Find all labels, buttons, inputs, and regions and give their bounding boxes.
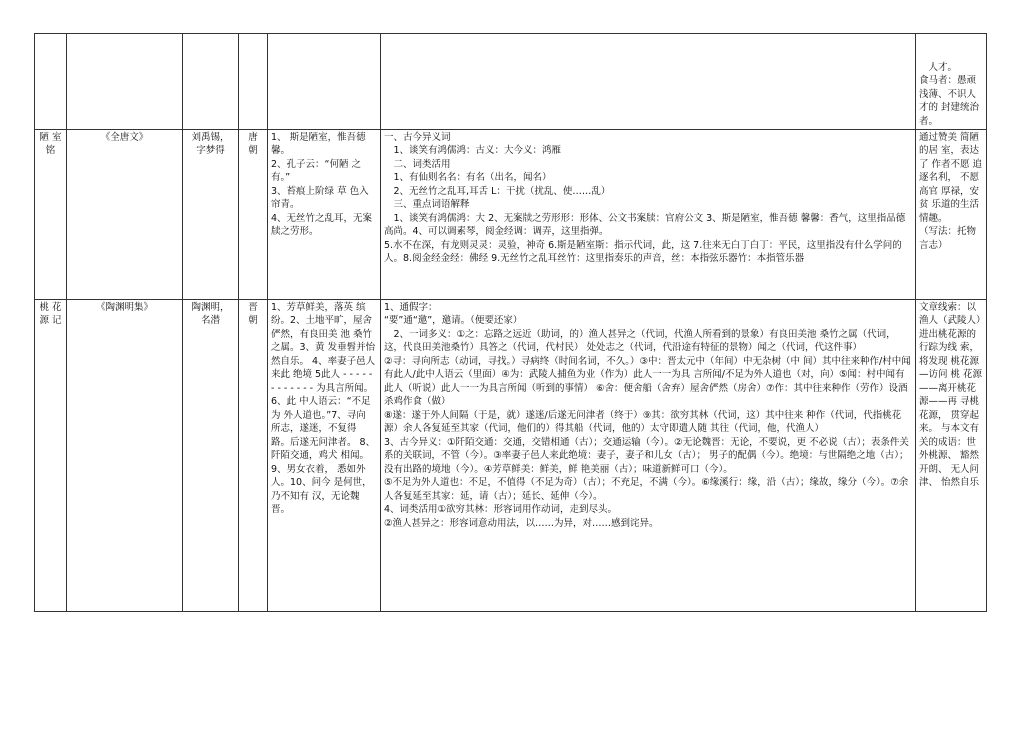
- literature-table: [34, 33, 987, 612]
- author-cell: 刘禹锡， 字梦得: [183, 130, 239, 300]
- notes-cell: [381, 34, 916, 130]
- source-cell: 《全唐文》: [67, 130, 183, 300]
- title-cell: [35, 34, 67, 130]
- author-cell: [183, 34, 239, 130]
- author-cell: 陶渊明， 名潜: [183, 300, 239, 612]
- source-cell: 《陶渊明集》: [67, 300, 183, 612]
- dynasty-cell: 唐 朝: [239, 130, 268, 300]
- title-cell: 桃 花 源 记: [35, 300, 67, 612]
- theme-cell: 通过赞美 简陋的居 室，表达了 作者不愿 追逐名利， 不愿高官 厚禄，安 贫 乐道的生活情趣。 （写法：托物言志）: [916, 130, 987, 300]
- table-row: [35, 300, 987, 612]
- dynasty-cell: 晋 朝: [239, 300, 268, 612]
- title-cell: 陋 室 铭: [35, 130, 67, 300]
- theme-cell: 文章线索：以渔人（武陵人）进出桃花源的 行踪为线 索，将发现 桃花源 —访问 桃 花源——离开桃花 源——再 寻桃花源， 贯穿起来。 与本文有 关的成语：世外桃源、 豁然开朗、 无人问津、 怡然自乐: [916, 300, 987, 612]
- theme-cell: 人才。 食马者：愚顽浅薄、不识人才的 封建统治 者。: [916, 34, 987, 130]
- sentences-cell: 1、芳草鲜美，落英 缤纷。2、土地平旷，屋舍俨然，有良田美 池 桑竹之属。3、黄 发垂髫并怡然自乐。 4、率妻子邑人来此 绝境 5此人 - - - - - - - - - - - - 为具言所闻。6、此 中人语云：“不足为 外人道也。”7、寻向 所志，遂迷，不复得 路。后遂无问津者。 8、阡陌交通，鸡犬 相闻。9、男女衣着， 悉如外人。10、问今 是何世，乃不知有 汉，无论魏晋。: [268, 300, 381, 612]
- table-row: [35, 34, 987, 130]
- source-cell: [67, 34, 183, 130]
- sentences-cell: [268, 34, 381, 130]
- notes-cell: 一、古今异义词 1、谈笑有鸿儒鸿：古义：大今义：鸿雁 二、词类活用 1、有仙则名名：有名（出名，闻名） 2、无丝竹之乱耳,耳舌 L：干扰（扰乱、使……乱） 三、重点词语解释 1、谈笑有鸿儒鸿：大 2、无案牍之劳形形：形体、公文书案牍：官府公文 3、斯是陋室，惟吾德 馨馨：香气，这里指品德高尚。4、可以调素琴，阅金经调：调弄，这里指弹。 5.水不在深，有龙则灵灵：灵验，神奇 6.斯是陋室斯：指示代词，此，这 7.往来无白丁白丁：平民，这里指没有什么学问的人。8.阅金经金经：佛经 9.无丝竹之乱耳丝竹：这里指奏乐的声音，丝：本指弦乐器竹：本指管乐器: [381, 130, 916, 300]
- notes-cell: 1、通假字： “要”通“邀”，邀请。（便要还家） 2、一词多义：①之：忘路之远近（助词，的）渔人甚异之（代词，代渔人所看到的景象）有良田美池 桑竹之属（代词，这，代良田美池桑竹）具答之（代词，代村民） 处处志之（代词，代沿途有特征的景物）闻之（代词，代这件事） ②寻：寻向所志（动词，寻找。）寻病终（时间名词，不久。）③中：晋太元中（年间）中无杂树（中 间）其中往来种作/村中闻有此人/此中人语云（里面）④为：武陵人捕鱼为业（作为）此人一一为具 言所闻/不足为外人道也（对，向）⑤闻：村中闻有此人（听说）此人一一为具言所闻（听到的事情） ⑥舍：便舍船（舍弃）屋舍俨然（房舍）⑦作：其中往来种作（劳作）设酒杀鸡作食（做） ⑧遂：遂于外人间隔（于是，就）遂迷/后遂无问津者（终于）⑨其：欲穷其林（代词，这）其中往来 种作（代词，代指桃花源）余人各复延至其家（代词，他们的）得其船（代词，他的）太守即遣人随 其往（代词，他，代渔人） 3、古今异义：①阡陌交通：交通，交错相通（古）；交通运输（今）。②无论魏晋：无论，不要说，更 不必说（古）；表条件关系的关联词，不管（今）。③率妻子邑人来此绝境：妻子，妻子和儿女（古）； 男子的配偶（今）。绝境：与世隔绝之地（古）；没有出路的境地（今）。④芳草鲜美：鲜美，鲜 艳美丽（古）；味道新鲜可口（今）。 ⑤不足为外人道也：不足，不值得（不足为奇）（古）；不充足，不满（今）。⑥缘溪行：缘，沿（古）；缘故，缘分（今）。⑦余人各复延至其家：延，请（古）；延长、延伸（今）。 4、词类活用①欲穷其林：形容词用作动词，走到尽头。 ②渔人甚异之：形容词意动用法，以……为异，对……感到诧异。: [381, 300, 916, 612]
- dynasty-cell: [239, 34, 268, 130]
- table-row: [35, 130, 987, 300]
- sentences-cell: 1、 斯是陋室，惟吾德馨。 2、孔子云：“何陋 之有。” 3、苔痕上阶绿 草 色入帘青。 4、无丝竹之乱耳，无案牍之劳形。: [268, 130, 381, 300]
